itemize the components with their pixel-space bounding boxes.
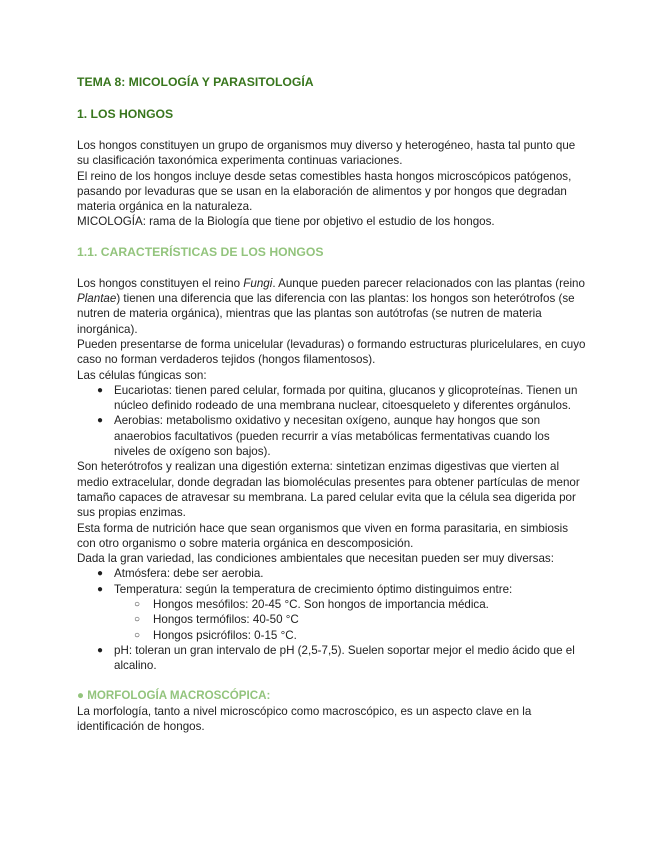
text-span: . Aunque pueden parecer relacionados con las plantas (reino xyxy=(272,276,585,290)
document-title: TEMA 8: MICOLOGÍA Y PARASITOLOGÍA xyxy=(77,75,314,89)
paragraph: Dada la gran variedad, las condiciones ambientales que necesitan pueden ser muy diversas: xyxy=(77,552,554,566)
paragraph: Las células fúngicas son: xyxy=(77,368,207,382)
condiciones-list xyxy=(77,566,587,673)
sublist-item xyxy=(114,612,587,627)
italic-fungi: Fungi xyxy=(243,276,273,290)
paragraph: El reino de los hongos incluye desde setas comestibles hasta hongos microscópicos patógenos, pasando por levaduras que se usan en la elaboración de alimentos y por hongos que degradan materia orgánica en la naturaleza. xyxy=(77,169,572,214)
paragraph: Los hongos constituyen un grupo de organismos muy diverso y heterogéneo, hasta tal punto que su clasificación taxonómica experimenta continuas variaciones. xyxy=(77,139,576,168)
bullet-icon: ● xyxy=(97,568,104,580)
paragraph: Esta forma de nutrición hace que sean organismos que viven en forma parasitaria, en simbiosis con otro organismo o sobre materia orgánica en descomposición. xyxy=(77,521,569,550)
temperatura-sublist xyxy=(114,597,587,643)
hollow-bullet-icon: ○ xyxy=(134,614,141,626)
sublist-item-text: Hongos psicrófilos: 0-15 °C. xyxy=(153,628,297,642)
celulas-list xyxy=(77,383,587,459)
sublist-item-text: Hongos mesófilos: 20-45 °C. Son hongos de importancia médica. xyxy=(153,598,489,612)
document-content xyxy=(77,74,587,734)
list-item-text: Aerobias: metabolismo oxidativo y necesitan oxígeno, aunque hay hongos que son anaerobios facultativos (pueden recurrir a vías metabólicas fermentativas cuando los niveles de oxígeno son bajos). xyxy=(114,414,550,459)
italic-plantae: Plantae xyxy=(77,292,117,306)
paragraph: MICOLOGÍA: rama de la Biología que tiene por objetivo el estudio de los hongos. xyxy=(77,215,495,229)
list-item xyxy=(77,383,587,414)
list-item xyxy=(77,582,587,643)
section-los-hongos-body xyxy=(77,138,587,230)
list-item xyxy=(77,643,587,674)
text-span: ) tienen una diferencia que las diferencia con las plantas: los hongos son heterótrofos (se nutren de materia orgánica), mientras que las plantas son autótrofas (se nutren de materia inorgánica). xyxy=(77,292,575,336)
list-item-text: Eucariotas: tienen pared celular, formada por quitina, glucanos y glicoproteínas. Tienen un núcleo definido rodeado de una membrana nuclear, citoesqueleto y diferentes orgánulos. xyxy=(114,383,578,413)
sublist-item xyxy=(114,597,587,612)
sublist-item xyxy=(114,628,587,643)
paragraph: La morfología, tanto a nivel microscópico como macroscópico, es un aspecto clave en la identificación de hongos. xyxy=(77,704,532,733)
paragraph-reino xyxy=(77,276,587,337)
section-heading-caracteristicas: 1.1. CARACTERÍSTICAS DE LOS HONGOS xyxy=(77,244,324,259)
list-item xyxy=(77,413,587,459)
hollow-bullet-icon: ○ xyxy=(134,629,141,641)
paragraph: Pueden presentarse de forma unicelular (levaduras) o formando estructuras pluricelulares, en cuyo caso no forman verdaderos tejidos (hongos filamentosos). xyxy=(77,337,586,367)
section-heading-los-hongos: 1. LOS HONGOS xyxy=(77,107,174,121)
section-caracteristicas-body xyxy=(77,276,587,674)
list-item-text: Atmósfera: debe ser aerobia. xyxy=(114,567,264,581)
bullet-icon: ● xyxy=(97,415,104,427)
list-item-text: Temperatura: según la temperatura de crecimiento óptimo distinguimos entre: xyxy=(114,582,513,596)
sublist-item-text: Hongos termófilos: 40-50 °C xyxy=(153,613,299,627)
bullet-icon: ● xyxy=(97,384,104,396)
bullet-icon: ● xyxy=(97,583,104,595)
text-span: Los hongos constituyen el reino xyxy=(77,276,244,290)
bullet-icon: ● xyxy=(97,644,104,656)
list-item xyxy=(77,566,587,581)
paragraph: Son heterótrofos y realizan una digestión externa: sintetizan enzimas digestivas que vierten al medio extracelular, donde degradan las biomoléculas presentes para obtener partículas de menor tamaño capaces de atravesar su membrana. La pared celular evita que la célula sea digerida por sus propias enzimas. xyxy=(77,460,580,520)
hollow-bullet-icon: ○ xyxy=(134,599,141,611)
subheading-morfologia: ● MORFOLOGÍA MACROSCÓPICA: xyxy=(77,688,271,702)
list-item-text: pH: toleran un gran intervalo de pH (2,5-7,5). Suelen soportar mejor el medio ácido que el alcalino. xyxy=(114,643,575,673)
